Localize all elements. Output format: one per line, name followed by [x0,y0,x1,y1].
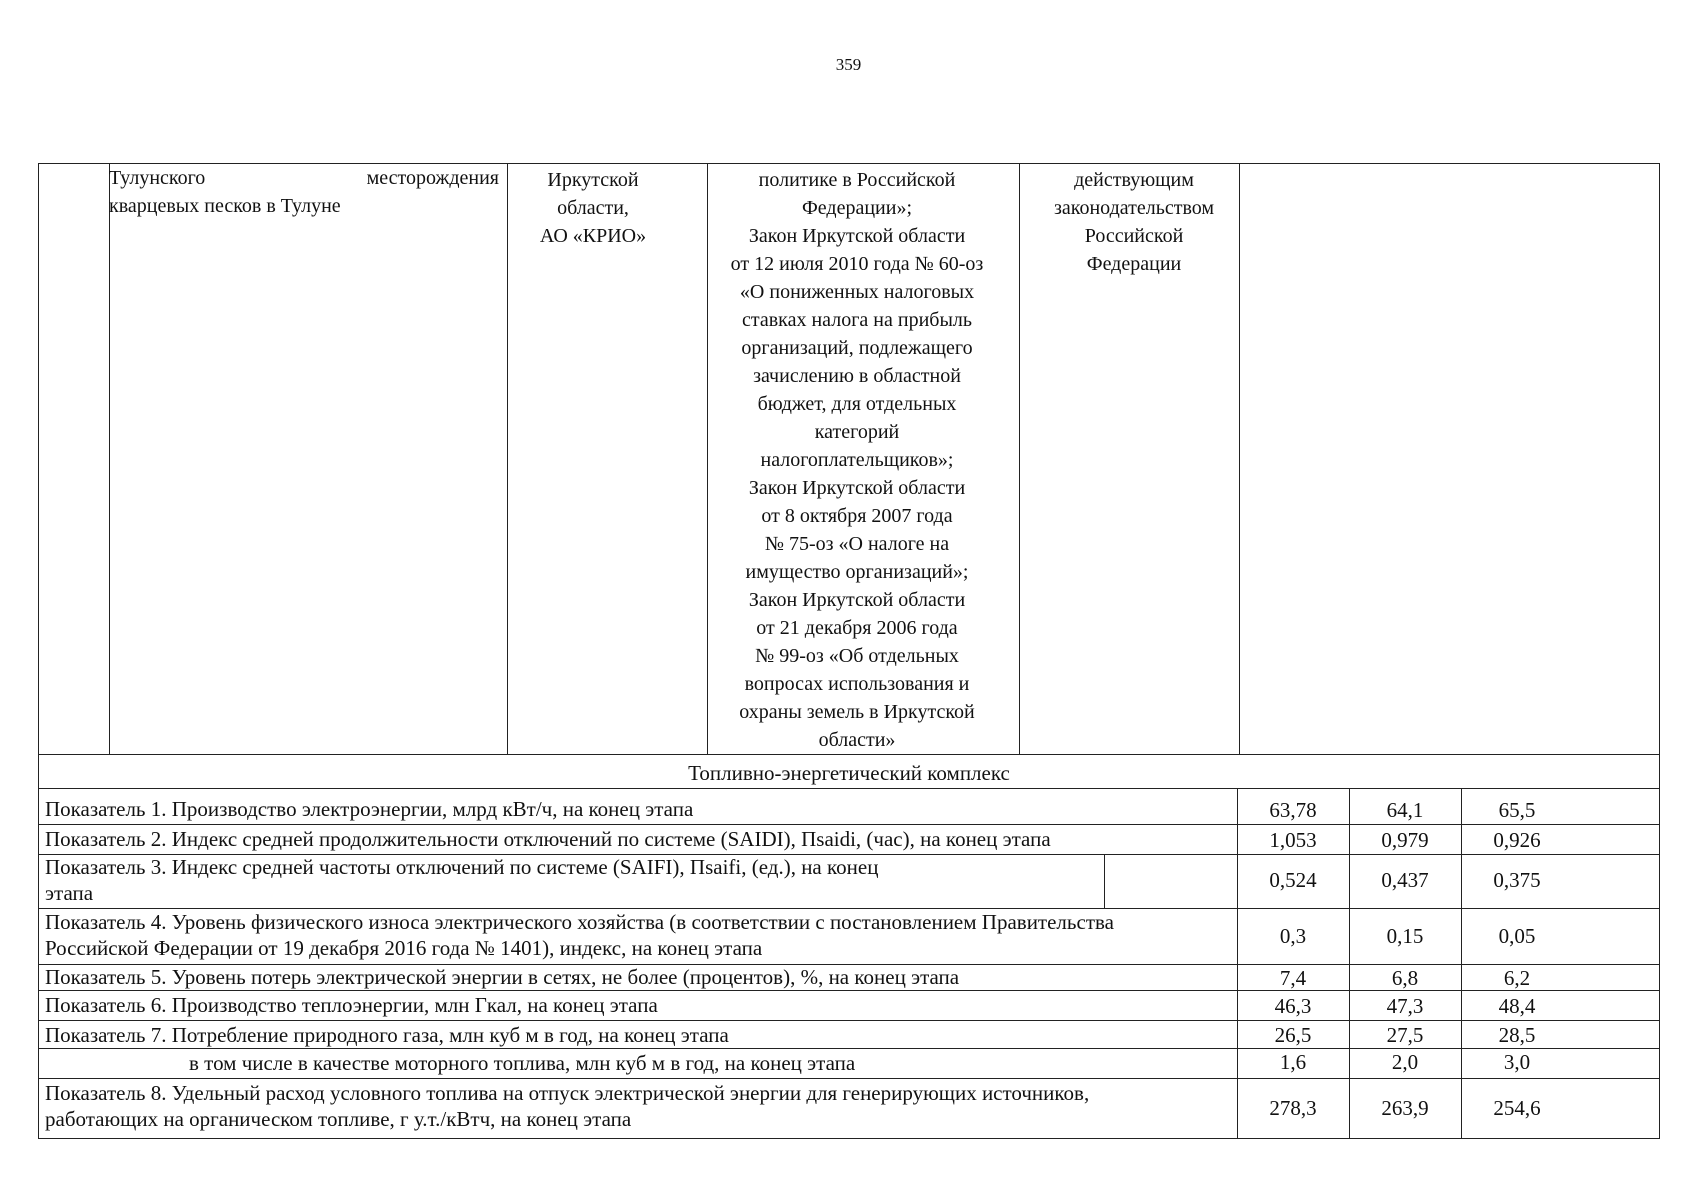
support-line: Федерации [1086,253,1182,275]
indicator-1-value: 63,78 [1269,798,1317,822]
indicator-8-value: 263,9 [1381,1096,1429,1120]
indicator-7-value: 28,5 [1498,1023,1536,1047]
table-border [39,754,1659,755]
legal-basis-line: области» [818,729,896,751]
indicator-4-text: Российской Федерации от 19 декабря 2016 года № 1401), индекс, на конец этапа [45,936,763,960]
indicator-7-value: 27,5 [1386,1023,1424,1047]
indicator-4-value: 0,3 [1279,924,1307,948]
indicator-8-text: работающих на органическом топливе, г у.т./кВтч, на конец этапа [45,1107,632,1131]
legal-basis-line: политике в Российской [758,169,956,191]
responsible-line: области, [557,197,629,219]
responsible-line: АО «КРИО» [539,225,647,247]
legal-basis-line: зачислению в областной [753,365,961,387]
object-name-word: Тулунского [109,167,206,189]
indicator-6-value: 47,3 [1386,994,1424,1018]
indicator-3-value: 0,524 [1269,868,1317,892]
indicator-8-value: 278,3 [1269,1096,1317,1120]
indicator-4-value: 0,15 [1386,924,1424,948]
indicator-7-sub-value: 3,0 [1503,1050,1531,1074]
indicator-8-text: Показатель 8. Удельный расход условного топлива на отпуск электрической энергии для генерирующих источников, [45,1081,1090,1105]
indicator-5-value: 7,4 [1279,966,1307,990]
indicator-3-value: 0,375 [1493,868,1541,892]
legal-basis-line: от 12 июля 2010 года № 60-оз [730,253,984,275]
table-border [39,824,1659,825]
page-number: 359 [835,55,862,74]
indicator-2-value: 0,926 [1493,828,1541,852]
table-border [1104,854,1105,908]
table-border [1019,164,1020,754]
legal-basis-line: Закон Иркутской области [748,589,966,611]
support-line: действующим [1074,169,1194,191]
legal-basis-line: Федерации»; [801,197,912,219]
indicator-2-text: Показатель 2. Индекс средней продолжительности отключений по системе (SAIDI), Пsaidi, (час), на конец этапа [45,827,1051,851]
legal-basis-line: «О пониженных налоговых [739,281,975,303]
table-border [39,1020,1659,1021]
legal-basis-line: вопросах использования и [744,673,970,695]
table-border [39,1078,1659,1079]
indicator-6-text: Показатель 6. Производство теплоэнергии, млн Гкал, на конец этапа [45,993,658,1017]
legal-basis-line: налогоплательщиков»; [760,449,954,471]
legal-basis-line: от 8 октября 2007 года [761,505,953,527]
indicator-7-sub-text: в том числе в качестве моторного топлива, млн куб м в год, на конец этапа [189,1051,856,1075]
legal-basis-line: организаций, подлежащего [741,337,973,359]
support-line: законодательством [1053,197,1215,219]
legal-basis-line: Закон Иркутской области [748,477,966,499]
indicator-7-sub-value: 2,0 [1391,1050,1419,1074]
indicator-6-value: 48,4 [1498,994,1536,1018]
legal-basis-line: № 99-оз «Об отдельных [755,645,959,667]
indicator-7-value: 26,5 [1274,1023,1312,1047]
legal-basis-line: бюджет, для отдельных [757,393,957,415]
support-line: Российской [1084,225,1184,247]
indicator-1-text: Показатель 1. Производство электроэнергии, млрд кВт/ч, на конец этапа [45,797,694,821]
indicator-4-value: 0,05 [1498,924,1536,948]
support-measures-cell [1034,166,1234,278]
object-name-cell [109,164,499,220]
indicator-3-text: этапа [45,881,94,905]
document-table [38,163,1660,1139]
legal-basis-line: Закон Иркутской области [748,225,966,247]
indicator-3-value: 0,437 [1381,868,1429,892]
indicator-2-value: 0,979 [1381,828,1429,852]
table-border [39,788,1659,789]
legal-basis-line: от 21 декабря 2006 года [756,617,958,639]
object-name-line: кварцевых песков в Тулуне [109,195,341,217]
responsible-cell [504,166,682,250]
legal-basis-line: № 75-оз «О налоге на [764,533,950,555]
indicator-4-text: Показатель 4. Уровень физического износа электрического хозяйства (в соответствии с постановлением Правительства [45,910,1114,934]
responsible-line: Иркутской [547,169,639,191]
indicator-1-value: 65,5 [1498,798,1536,822]
indicator-3-text: Показатель 3. Индекс средней частоты отключений по системе (SAIFI), Пsaifi, (ед.), на конец [45,855,879,879]
legal-basis-cell [707,166,1007,754]
object-name-word: месторождения [366,167,499,189]
indicator-7-sub-value: 1,6 [1279,1050,1307,1074]
table-border [507,164,508,754]
legal-basis-line: ставках налога на прибыль [742,309,972,331]
indicator-6-value: 46,3 [1274,994,1312,1018]
indicator-5-value: 6,2 [1503,966,1531,990]
indicator-1-value: 64,1 [1386,798,1424,822]
indicator-5-value: 6,8 [1391,966,1419,990]
indicator-5-text: Показатель 5. Уровень потерь электрической энергии в сетях, не более (процентов), %, на конец этапа [45,965,960,989]
indicator-8-value: 254,6 [1493,1096,1541,1120]
table-border [1239,164,1240,754]
indicator-2-value: 1,053 [1269,828,1317,852]
legal-basis-line: имущество организаций»; [745,561,969,583]
indicator-7-text: Показатель 7. Потребление природного газа, млн куб м в год, на конец этапа [45,1023,729,1047]
legal-basis-line: охраны земель в Иркутской [739,701,975,723]
legal-basis-line: категорий [814,421,900,443]
section-title: Топливно-энергетический комплекс [688,761,1010,785]
table-border [109,164,110,754]
